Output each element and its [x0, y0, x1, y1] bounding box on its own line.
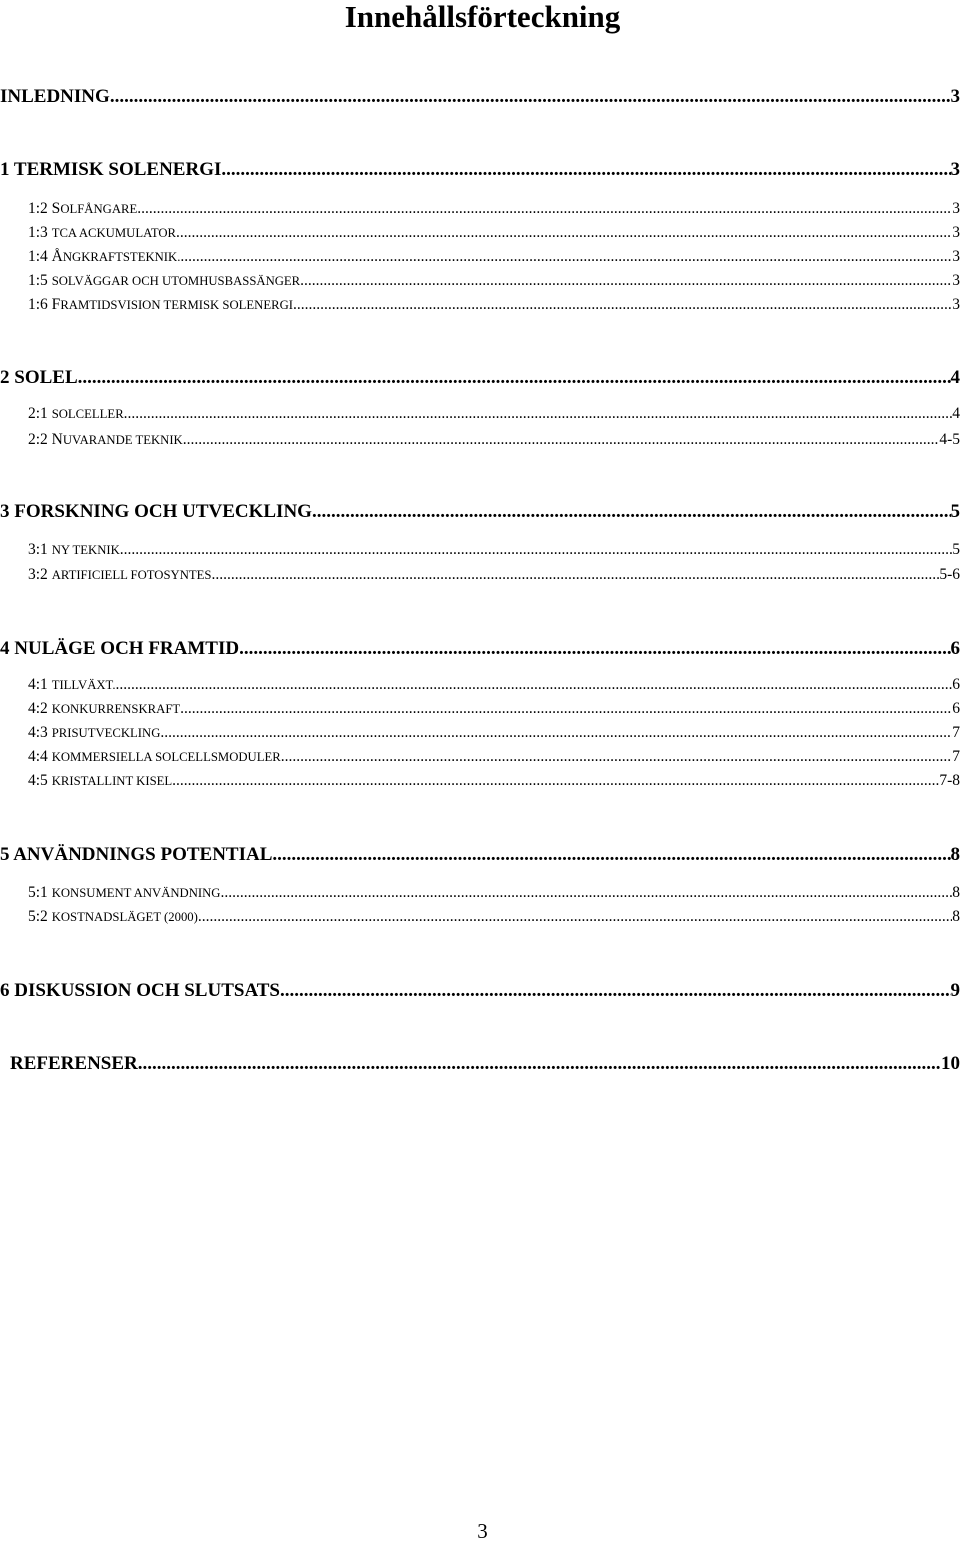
toc-entry-inledning[interactable]: [0, 85, 960, 109]
toc-entry-ny-teknik[interactable]: [28, 540, 960, 560]
toc-entry-label: 4 NULÄGE OCH FRAMTID: [0, 637, 239, 661]
toc-entry-label: 4:5 KRISTALLINT KISEL: [28, 771, 172, 791]
toc-entry-kostnadslaget[interactable]: [28, 907, 960, 927]
toc-page-number: 8: [952, 907, 960, 927]
toc-entry-label: 5 ANVÄNDNINGS POTENTIAL: [0, 843, 272, 867]
toc-entry-label: 4:1 TILLVÄXT.: [28, 675, 116, 695]
toc-leader-dots: [211, 565, 939, 585]
toc-leader-dots: [78, 366, 951, 390]
toc-entry-label: 4:3 PRISUTVECKLING: [28, 723, 160, 743]
toc-leader-dots: [172, 771, 939, 791]
toc-page-number: 8: [952, 883, 960, 903]
toc-entry-solvaggar[interactable]: [28, 271, 960, 291]
toc-entry-label: 5:1 KONSUMENT ANVÄNDNING: [28, 883, 220, 903]
toc-page-number: 6: [951, 637, 960, 661]
toc-entry-label: 5:2 KOSTNADSLÄGET (2000): [28, 907, 198, 927]
toc-page-number: 7-8: [939, 771, 960, 791]
toc-entry-anvandnings-potential[interactable]: [0, 843, 960, 867]
toc-leader-dots: [280, 979, 951, 1003]
toc-entry-kommersiella-moduler[interactable]: [28, 747, 960, 767]
toc-page-number: 4-5: [939, 430, 960, 450]
toc-page-number: 3: [952, 199, 960, 219]
toc-leader-dots: [300, 271, 952, 291]
page-number-footer: 3: [0, 1518, 960, 1544]
toc-page-number: 6: [952, 699, 960, 719]
toc-leader-dots: [110, 85, 951, 109]
toc-leader-dots: [120, 540, 952, 560]
toc-entry-solfangare[interactable]: [28, 199, 960, 219]
toc-entry-label: 1:5 SOLVÄGGAR OCH UTOMHUSBASSÄNGER: [28, 271, 300, 291]
toc-page-number: 5: [952, 540, 960, 560]
toc-page-number: 3: [951, 85, 960, 109]
toc-leader-dots: [220, 883, 952, 903]
toc-leader-dots: [180, 699, 952, 719]
toc-entry-label: 4:2 KONKURRENSKRAFT: [28, 699, 180, 719]
toc-leader-dots: [272, 843, 950, 867]
toc-page-number: 4: [952, 404, 960, 424]
toc-entry-label: REFERENSER: [10, 1052, 138, 1076]
toc-page-number: 3: [952, 247, 960, 267]
toc-leader-dots: [138, 1052, 941, 1076]
toc-page-number: 10: [941, 1052, 960, 1076]
toc-entry-prisutveckling[interactable]: [28, 723, 960, 743]
toc-leader-dots: [116, 675, 953, 695]
toc-entry-label: 2:1 SOLCELLER: [28, 404, 124, 424]
toc-leader-dots: [180, 247, 952, 267]
toc-entry-konkurrenskraft[interactable]: [28, 699, 960, 719]
toc-entry-label: INLEDNING: [0, 85, 110, 109]
toc-entry-konsument-anvandning[interactable]: [28, 883, 960, 903]
toc-page-number: 3: [952, 295, 960, 315]
toc-entry-diskussion[interactable]: [0, 979, 960, 1003]
toc-entry-nuvarande-teknik[interactable]: [28, 430, 960, 450]
toc-leader-dots: [239, 637, 950, 661]
toc-page-number: 3: [952, 223, 960, 243]
toc-entry-label: 3 FORSKNING OCH UTVECKLING: [0, 500, 312, 524]
toc-page-number: 4: [951, 366, 960, 390]
toc-leader-dots: [281, 747, 953, 767]
page-title: Innehållsförteckning: [0, 0, 960, 34]
toc-page-number: 3: [952, 271, 960, 291]
toc-entry-kristallint-kisel[interactable]: [28, 771, 960, 791]
toc-entry-label: 3:2 ARTIFICIELL FOTOSYNTES: [28, 565, 211, 585]
toc-entry-nulage[interactable]: [0, 637, 960, 661]
toc-entry-forskning[interactable]: [0, 500, 960, 524]
toc-entry-label: 6 DISKUSSION OCH SLUTSATS: [0, 979, 280, 1003]
toc-page-number: 8: [951, 843, 960, 867]
toc-entry-artificiell-fotosyntes[interactable]: [28, 565, 960, 585]
toc-page-number: 7: [952, 747, 960, 767]
toc-entry-termisk-solenergi[interactable]: [0, 158, 960, 182]
toc-leader-dots: [160, 723, 952, 743]
toc-page-number: 6: [952, 675, 960, 695]
toc-entry-solel[interactable]: [0, 366, 960, 390]
toc-entry-label: 1:3 TCA ACKUMULATOR: [28, 223, 176, 243]
toc-entry-angkraftsteknik[interactable]: [28, 247, 960, 267]
toc-entry-label: 1:2 SOLFÅNGARE: [28, 199, 137, 219]
toc-entry-label: 3:1 NY TEKNIK: [28, 540, 120, 560]
toc-page-number: 3: [951, 158, 960, 182]
toc-page-number: 7: [952, 723, 960, 743]
toc-leader-dots: [221, 158, 950, 182]
toc-entry-label: 4:4 KOMMERSIELLA SOLCELLSMODULER: [28, 747, 281, 767]
toc-page-number: 5-6: [939, 565, 960, 585]
toc-entry-label: 2:2 NUVARANDE TEKNIK: [28, 430, 183, 450]
toc-leader-dots: [312, 500, 951, 524]
toc-entry-label: 1:6 FRAMTIDSVISION TERMISK SOLENERGI: [28, 295, 293, 315]
toc-entry-label: 1:4 ÅNGKRAFTSTEKNIK.: [28, 247, 180, 267]
toc-leader-dots: [183, 430, 940, 450]
toc-entry-tca-ackumulator[interactable]: [28, 223, 960, 243]
toc-leader-dots: [176, 223, 952, 243]
toc-leader-dots: [124, 404, 953, 424]
toc-entry-tillvaxt[interactable]: [28, 675, 960, 695]
toc-leader-dots: [293, 295, 952, 315]
toc-entry-solceller[interactable]: [28, 404, 960, 424]
toc-entry-referenser[interactable]: [10, 1052, 960, 1076]
toc-entry-label: 1 TERMISK SOLENERGI: [0, 158, 221, 182]
toc-entry-framtidsvision[interactable]: [28, 295, 960, 315]
toc-page-number: 5: [951, 500, 960, 524]
toc-page-number: 9: [951, 979, 960, 1003]
toc-entry-label: 2 SOLEL: [0, 366, 78, 390]
toc-leader-dots: [137, 199, 952, 219]
toc-leader-dots: [198, 907, 952, 927]
